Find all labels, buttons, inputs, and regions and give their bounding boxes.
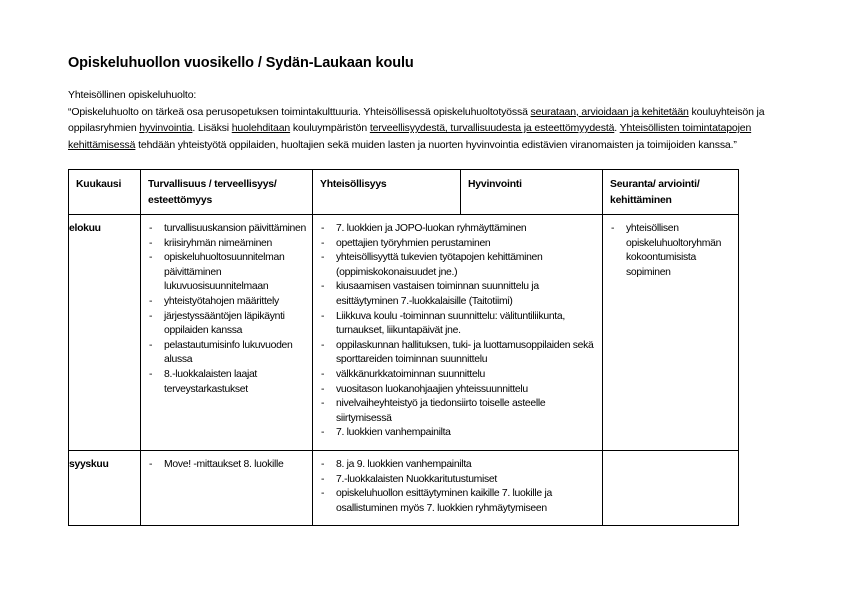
intro-segment-underlined: huolehditaan — [231, 122, 291, 134]
intro-label: Yhteisöllinen opiskeluhuolto: — [68, 89, 197, 101]
bullet-item: - kiusaamisen vastaisen toiminnan suunnittelu ja esittäytyminen 7.-luokkalaisille (Taitotiimi) — [313, 280, 599, 309]
cell-elokuu-turvallisuus — [141, 215, 313, 451]
bullet-item: - 8.-luokkalaisten laajat terveystarkastukset — [141, 368, 309, 397]
intro-segment: . Lisäksi — [192, 122, 232, 134]
cell-syyskuu-turvallisuus — [141, 450, 313, 525]
page-title: Opiskeluhuollon vuosikello / Sydän-Laukaan koulu — [68, 55, 414, 71]
bullet-list-syyskuu-turvallisuus — [141, 458, 309, 473]
column-header-turvallisuus: Turvallisuus / terveellisyys/ esteettömyys — [141, 170, 313, 215]
bullet-item: - opiskeluhuollon esittäytyminen kaikille 7. luokille ja osallistuminen myös 7. luokkien ryhmäytymiseen — [313, 487, 599, 516]
column-header-seuranta: Seuranta/ arviointi/ kehittäminen — [603, 170, 739, 215]
bullet-item: - nivelvaiheyhteistyö ja tiedonsiirto toiselle asteelle siirtymisessä — [313, 397, 599, 426]
intro-segment: kouluyhteisön ja oppilasryhmien — [68, 105, 765, 134]
bullet-item: - yhteisöllisen opiskeluhuoltoryhmän kokoontumisista sopiminen — [603, 222, 735, 280]
annual-clock-table — [68, 169, 739, 526]
month-cell-elokuu: elokuu — [69, 215, 141, 451]
bullet-item: - Liikkuva koulu -toiminnan suunnittelu: välituntiliikunta, turnaukset, liikuntapäivät jne. — [313, 310, 599, 339]
bullet-list-elokuu-turvallisuus — [141, 222, 309, 397]
bullet-item: - turvallisuuskansion päivittäminen — [141, 222, 309, 237]
table-header-row — [69, 170, 739, 215]
intro-section — [68, 87, 775, 153]
bullet-item: - välkkänurkkatoiminnan suunnittelu — [313, 368, 599, 383]
column-header-hyvinvointi: Hyvinvointi — [461, 170, 603, 215]
intro-segment-underlined: seurataan, arvioidaan ja kehitetään — [530, 105, 689, 118]
column-header-yhteisollisyys: Yhteisöllisyys — [313, 170, 461, 215]
intro-paragraph — [68, 104, 775, 154]
bullet-item: - yhteistyötahojen määrittely — [141, 295, 309, 310]
intro-segment-underlined: terveellisyydestä, turvallisuudesta ja esteettömyydestä — [369, 122, 615, 134]
cell-syyskuu-seuranta — [603, 450, 739, 525]
bullet-item: - järjestyssääntöjen läpikäynti oppilaiden kanssa — [141, 310, 309, 339]
bullet-item: - oppilaskunnan hallituksen, tuki- ja luottamusoppilaiden sekä sporttareiden toiminnan suunnittelu — [313, 339, 599, 368]
bullet-item: - Move! -mittaukset 8. luokille — [141, 458, 309, 473]
cell-syyskuu-yhteisollisyys — [313, 450, 603, 525]
intro-segment: tehdään yhteistyötä oppilaiden, huoltajien sekä muiden lasten ja nuorten hyvinvointia edistävien viranomaisten ja toimijoiden kanssa.” — [135, 138, 737, 151]
bullet-item: - 8. ja 9. luokkien vanhempainilta — [313, 458, 599, 473]
bullet-list-elokuu-seuranta — [603, 222, 735, 280]
cell-elokuu-yhteisollisyys — [313, 215, 603, 451]
intro-segment: kouluympäristön — [290, 122, 370, 134]
column-header-kuukausi: Kuukausi — [69, 170, 141, 215]
bullet-item: - 7.-luokkalaisten Nuokkaritutustumiset — [313, 473, 599, 488]
bullet-item: - pelastautumisinfo lukuvuoden alussa — [141, 339, 309, 368]
intro-segment-underlined: Yhteisöllisten toimintatapojen kehittämisessä — [68, 122, 752, 151]
bullet-item: - vuositason luokanohjaajien yhteissuunnittelu — [313, 383, 599, 398]
intro-segment: . — [614, 122, 620, 134]
bullet-list-syyskuu-yhteisollisyys — [313, 458, 599, 516]
bullet-item: - opettajien työryhmien perustaminen — [313, 237, 599, 252]
intro-segment-underlined: hyvinvointia — [139, 122, 193, 134]
bullet-item: - 7. luokkien ja JOPO-luokan ryhmäyttäminen — [313, 222, 599, 237]
bullet-item: - yhteisöllisyyttä tukevien työtapojen kehittäminen (oppimiskokonaisuudet jne.) — [313, 251, 599, 280]
month-cell-syyskuu: syyskuu — [69, 450, 141, 525]
table-row-syyskuu — [69, 450, 739, 525]
intro-segment: “Opiskeluhuolto on tärkeä osa perusopetuksen toimintakulttuuria. Yhteisöllisessä opiskeluhuoltotyössä — [68, 105, 531, 118]
cell-elokuu-seuranta — [603, 215, 739, 451]
bullet-item: - 7. luokkien vanhempainilta — [313, 426, 599, 441]
bullet-item: - opiskeluhuoltosuunnitelman päivittäminen lukuvuosisuunnitelmaan — [141, 251, 309, 295]
bullet-item: - kriisiryhmän nimeäminen — [141, 237, 309, 252]
table-row-elokuu — [69, 215, 739, 451]
bullet-list-elokuu-yhteisollisyys — [313, 222, 599, 441]
